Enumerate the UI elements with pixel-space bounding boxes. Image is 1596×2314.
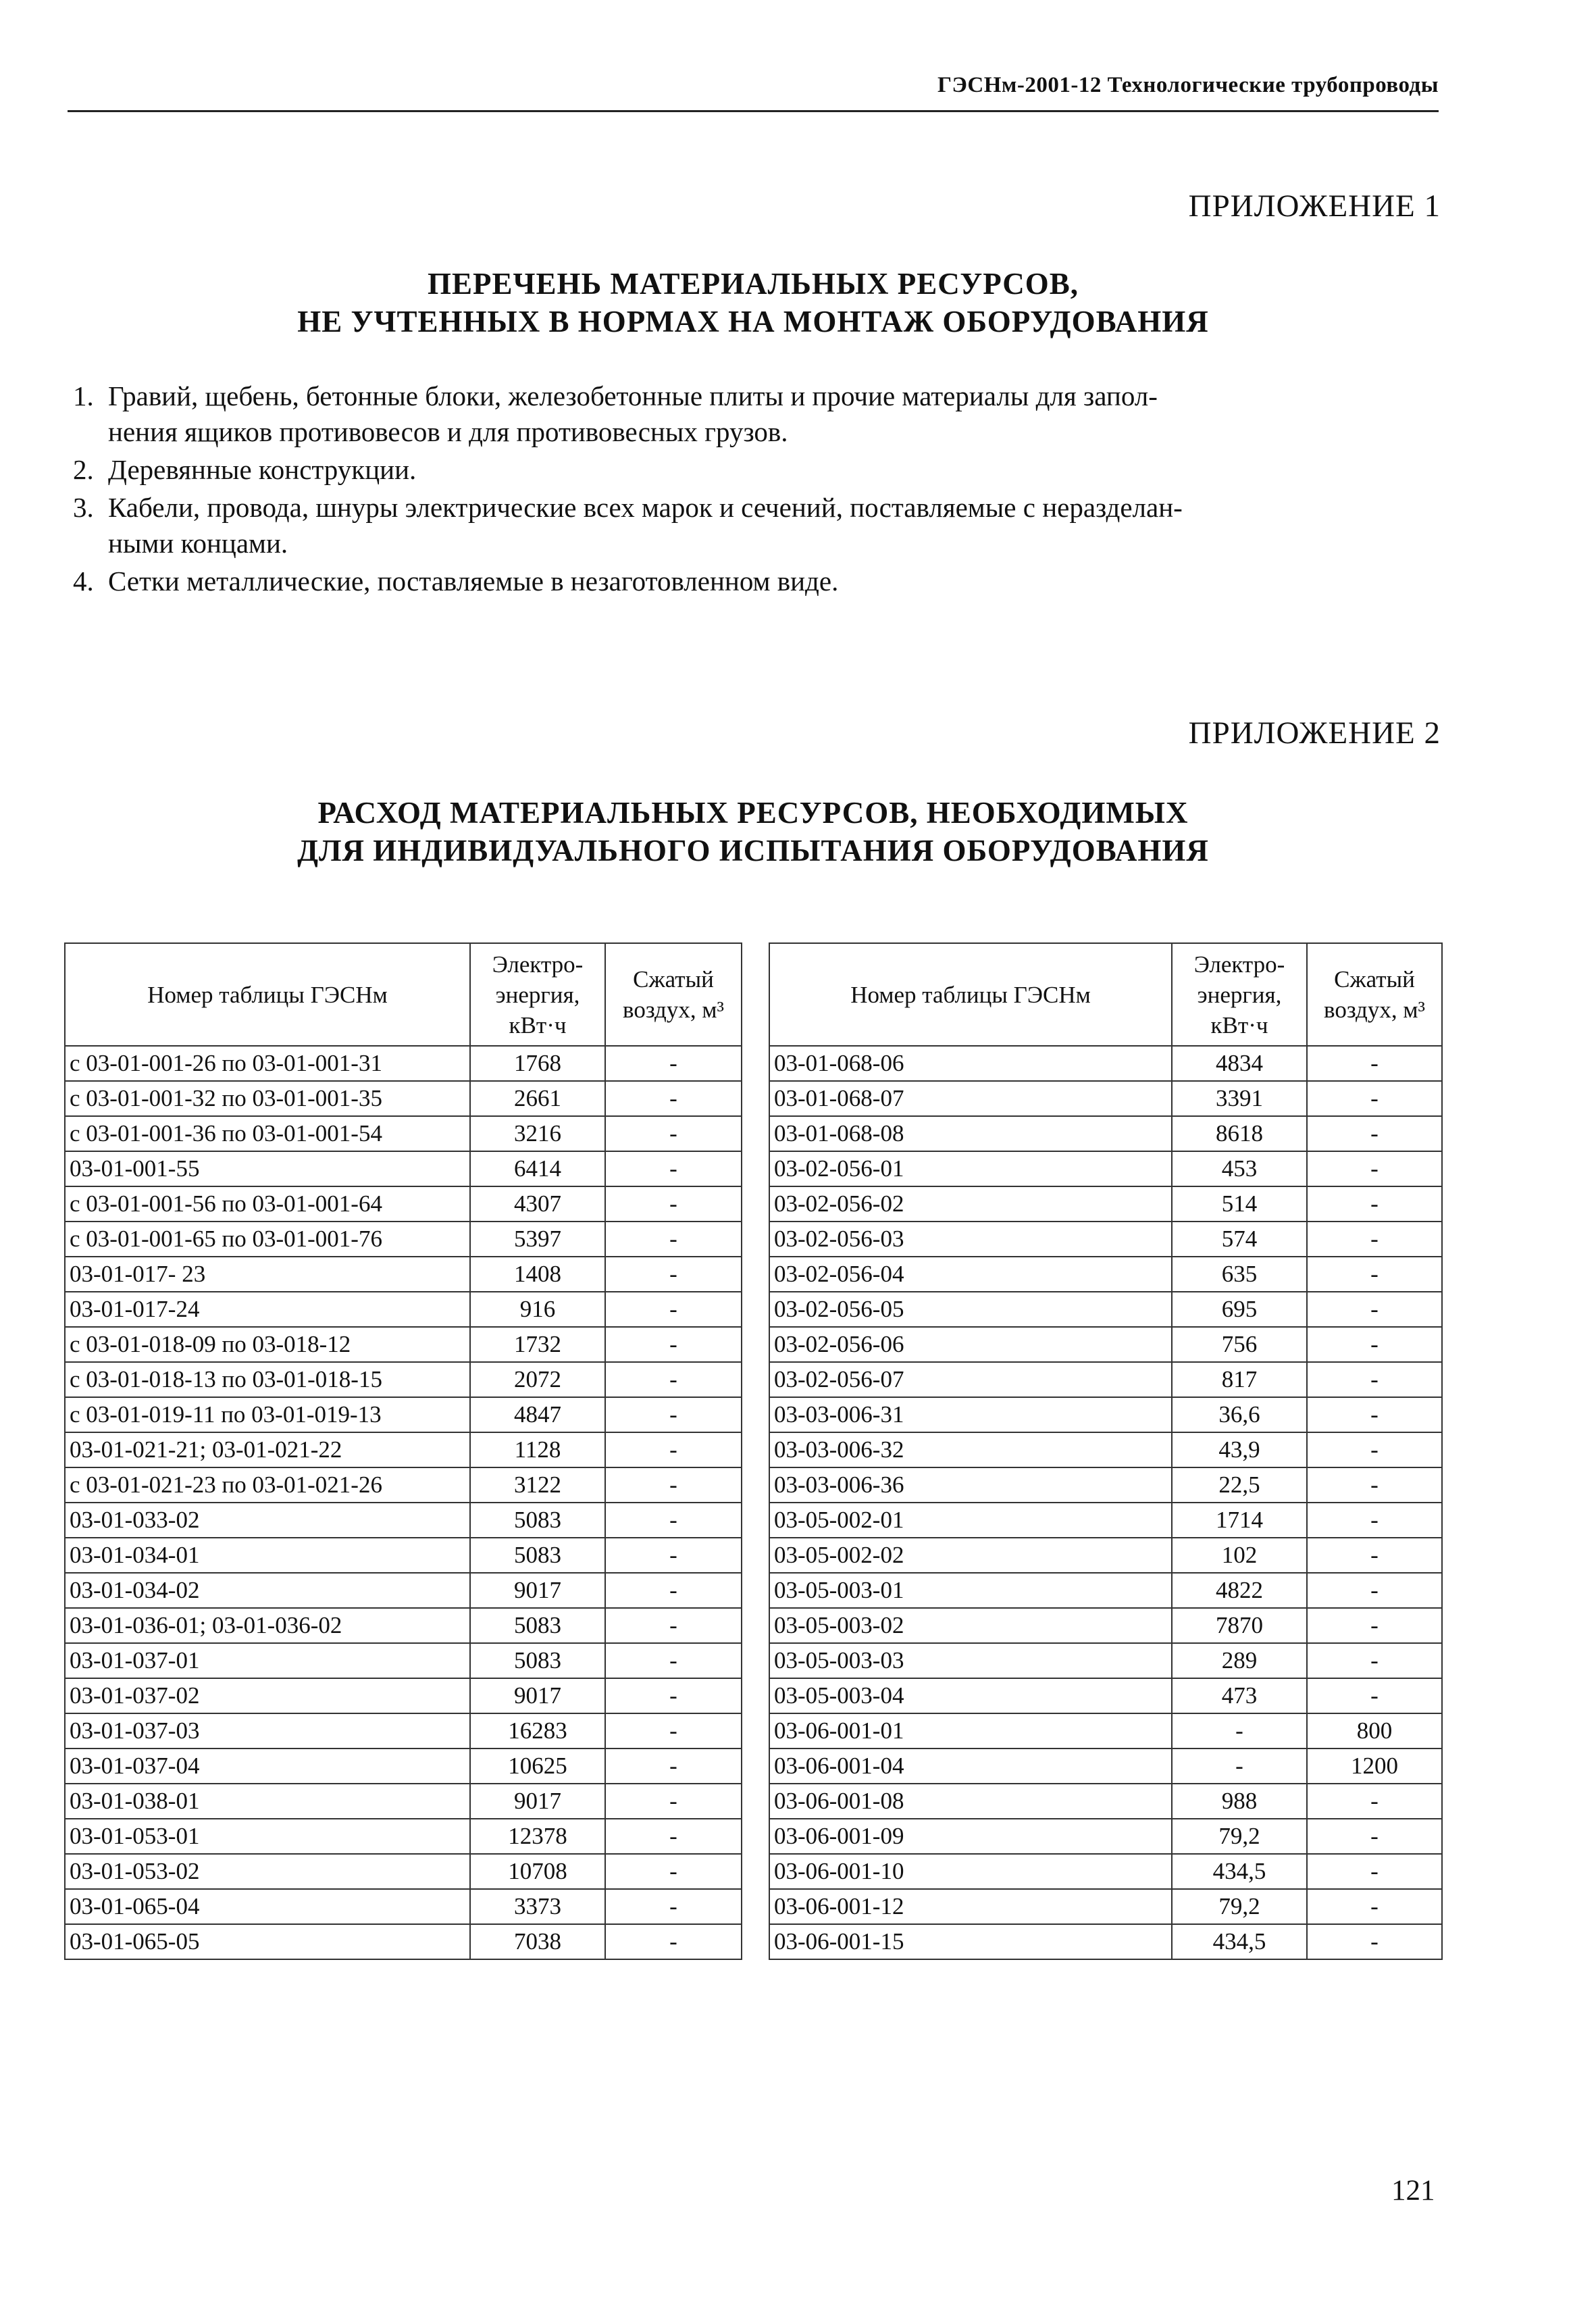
cell-table-number: 03-01-068-08 <box>769 1116 1172 1151</box>
cell-table-number: 03-05-002-02 <box>769 1538 1172 1573</box>
table-header-row <box>769 943 1442 1046</box>
cell-electricity: 2072 <box>470 1362 605 1397</box>
column-header-compressed-air <box>605 943 742 1046</box>
cell-table-number: с 03-01-001-36 по 03-01-001-54 <box>65 1116 470 1151</box>
appendix-1-title-line2: НЕ УЧТЕННЫХ В НОРМАХ НА МОНТАЖ ОБОРУДОВАНИЯ <box>297 305 1209 338</box>
table-row <box>769 1362 1442 1397</box>
cell-table-number: 03-06-001-10 <box>769 1854 1172 1889</box>
cell-compressed-air: - <box>605 1749 742 1784</box>
cell-table-number: 03-05-003-04 <box>769 1678 1172 1713</box>
cell-table-number: 03-01-001-55 <box>65 1151 470 1186</box>
table-row <box>65 1151 742 1186</box>
cell-electricity: 4822 <box>1172 1573 1307 1608</box>
cell-compressed-air: - <box>1307 1819 1442 1854</box>
table-row <box>769 1889 1442 1924</box>
cell-electricity: 6414 <box>470 1151 605 1186</box>
cell-compressed-air: - <box>1307 1643 1442 1678</box>
table-row <box>769 1222 1442 1257</box>
cell-compressed-air: - <box>605 1362 742 1397</box>
cell-electricity: 102 <box>1172 1538 1307 1573</box>
cell-compressed-air: - <box>605 1222 742 1257</box>
header-text: Сжатый <box>633 966 714 992</box>
cell-table-number: с 03-01-021-23 по 03-01-021-26 <box>65 1467 470 1503</box>
header-text: кВт·ч <box>509 1011 567 1038</box>
cell-electricity: 5397 <box>470 1222 605 1257</box>
header-text: воздух, м³ <box>623 997 724 1023</box>
table-row <box>65 1854 742 1889</box>
table-row <box>65 1608 742 1643</box>
cell-table-number: 03-06-001-12 <box>769 1889 1172 1924</box>
cell-compressed-air: - <box>605 1116 742 1151</box>
list-item-text: Кабели, провода, шнуры электрические всех марок и сечений, поставляемые с неразделан- <box>108 492 1183 523</box>
cell-table-number: 03-02-056-04 <box>769 1257 1172 1292</box>
cell-compressed-air: 1200 <box>1307 1749 1442 1784</box>
cell-compressed-air: - <box>605 1538 742 1573</box>
cell-electricity: 9017 <box>470 1678 605 1713</box>
cell-table-number: 03-03-006-31 <box>769 1397 1172 1432</box>
table-row <box>65 1643 742 1678</box>
cell-table-number: 03-02-056-03 <box>769 1222 1172 1257</box>
table-row <box>769 1784 1442 1819</box>
list-item-text: нения ящиков противовесов и для противовесных грузов. <box>108 416 788 447</box>
cell-electricity: 3391 <box>1172 1081 1307 1116</box>
appendix-2-title-line2: ДЛЯ ИНДИВИДУАЛЬНОГО ИСПЫТАНИЯ ОБОРУДОВАНИЯ <box>297 834 1209 867</box>
table-row <box>65 1046 742 1081</box>
list-item-text: Сетки металлические, поставляемые в незаготовленном виде. <box>108 565 839 597</box>
column-header-table-number: Номер таблицы ГЭСНм <box>769 943 1172 1046</box>
cell-compressed-air: - <box>605 1889 742 1924</box>
cell-table-number: 03-02-056-01 <box>769 1151 1172 1186</box>
cell-compressed-air: - <box>605 1854 742 1889</box>
cell-electricity: 1768 <box>470 1046 605 1081</box>
cell-table-number: 03-02-056-02 <box>769 1186 1172 1222</box>
cell-electricity: 453 <box>1172 1151 1307 1186</box>
cell-compressed-air: - <box>1307 1924 1442 1959</box>
table-header-row <box>65 943 742 1046</box>
cell-compressed-air: - <box>1307 1292 1442 1327</box>
cell-table-number: с 03-01-018-09 по 03-018-12 <box>65 1327 470 1362</box>
cell-electricity: 9017 <box>470 1784 605 1819</box>
table-row <box>769 1186 1442 1222</box>
cell-electricity: 9017 <box>470 1573 605 1608</box>
cell-compressed-air: 800 <box>1307 1713 1442 1749</box>
cell-compressed-air: - <box>605 1397 742 1432</box>
cell-electricity: 3216 <box>470 1116 605 1151</box>
cell-electricity: 574 <box>1172 1222 1307 1257</box>
cell-compressed-air: - <box>605 1432 742 1467</box>
table-row <box>769 1924 1442 1959</box>
cell-table-number: 03-01-034-02 <box>65 1573 470 1608</box>
cell-compressed-air: - <box>605 1503 742 1538</box>
cell-table-number: 03-01-021-21; 03-01-021-22 <box>65 1432 470 1467</box>
cell-electricity: 7038 <box>470 1924 605 1959</box>
table-row <box>769 1854 1442 1889</box>
table-row <box>65 1713 742 1749</box>
running-head: ГЭСНм-2001-12 Технологические трубопроводы <box>937 73 1439 97</box>
list-item-number: 2. <box>73 454 94 485</box>
appendix-1-title <box>68 265 1439 341</box>
cell-compressed-air: - <box>1307 1784 1442 1819</box>
cell-compressed-air: - <box>1307 1186 1442 1222</box>
cell-electricity: 1128 <box>470 1432 605 1467</box>
cell-electricity: - <box>1172 1713 1307 1749</box>
cell-electricity: 10625 <box>470 1749 605 1784</box>
cell-compressed-air: - <box>605 1081 742 1116</box>
cell-electricity: 988 <box>1172 1784 1307 1819</box>
cell-table-number: с 03-01-018-13 по 03-01-018-15 <box>65 1362 470 1397</box>
column-header-electricity <box>470 943 605 1046</box>
list-item-text: Деревянные конструкции. <box>108 454 417 485</box>
cell-compressed-air: - <box>605 1573 742 1608</box>
cell-electricity: 434,5 <box>1172 1854 1307 1889</box>
cell-compressed-air: - <box>605 1608 742 1643</box>
table-row <box>769 1713 1442 1749</box>
cell-electricity: 22,5 <box>1172 1467 1307 1503</box>
cell-table-number: 03-05-002-01 <box>769 1503 1172 1538</box>
header-text: Электро- <box>1193 951 1285 978</box>
cell-electricity: 7870 <box>1172 1608 1307 1643</box>
table-row <box>65 1327 742 1362</box>
cell-table-number: 03-01-037-01 <box>65 1643 470 1678</box>
table-row <box>65 1924 742 1959</box>
cell-electricity: 79,2 <box>1172 1889 1307 1924</box>
cell-electricity: 43,9 <box>1172 1432 1307 1467</box>
cell-electricity: 756 <box>1172 1327 1307 1362</box>
table-row <box>65 1432 742 1467</box>
cell-compressed-air: - <box>605 1292 742 1327</box>
header-text: энергия, <box>495 981 580 1008</box>
list-item-number: 3. <box>73 492 94 523</box>
table-row <box>769 1538 1442 1573</box>
cell-electricity: 817 <box>1172 1362 1307 1397</box>
cell-compressed-air: - <box>1307 1222 1442 1257</box>
cell-compressed-air: - <box>1307 1081 1442 1116</box>
table-row <box>769 1503 1442 1538</box>
table-row <box>65 1889 742 1924</box>
table-row <box>65 1292 742 1327</box>
appendix-1-title-line1: ПЕРЕЧЕНЬ МАТЕРИАЛЬНЫХ РЕСУРСОВ, <box>427 267 1079 301</box>
appendix-2-title-line1: РАСХОД МАТЕРИАЛЬНЫХ РЕСУРСОВ, НЕОБХОДИМЫХ <box>317 796 1189 830</box>
header-text: Электро- <box>492 951 584 978</box>
cell-compressed-air: - <box>605 1186 742 1222</box>
cell-electricity: 695 <box>1172 1292 1307 1327</box>
cell-table-number: 03-01-017- 23 <box>65 1257 470 1292</box>
table-row <box>65 1081 742 1116</box>
cell-table-number: 03-01-053-02 <box>65 1854 470 1889</box>
header-text: энергия, <box>1197 981 1282 1008</box>
table-row <box>769 1327 1442 1362</box>
cell-electricity: 4847 <box>470 1397 605 1432</box>
table-row <box>65 1257 742 1292</box>
table-row <box>65 1186 742 1222</box>
cell-table-number: 03-05-003-03 <box>769 1643 1172 1678</box>
cell-electricity: 1732 <box>470 1327 605 1362</box>
header-text: Сжатый <box>1334 966 1415 992</box>
cell-electricity: 514 <box>1172 1186 1307 1222</box>
cell-compressed-air: - <box>605 1327 742 1362</box>
cell-table-number: 03-01-038-01 <box>65 1784 470 1819</box>
table-row <box>769 1819 1442 1854</box>
cell-table-number: 03-01-036-01; 03-01-036-02 <box>65 1608 470 1643</box>
column-header-table-number: Номер таблицы ГЭСНм <box>65 943 470 1046</box>
cell-electricity: 5083 <box>470 1608 605 1643</box>
cell-compressed-air: - <box>605 1643 742 1678</box>
cell-compressed-air: - <box>1307 1116 1442 1151</box>
table-row <box>65 1362 742 1397</box>
cell-electricity: 2661 <box>470 1081 605 1116</box>
table-row <box>65 1573 742 1608</box>
table-row <box>65 1116 742 1151</box>
table-row <box>65 1397 742 1432</box>
cell-table-number: 03-06-001-15 <box>769 1924 1172 1959</box>
cell-table-number: 03-01-033-02 <box>65 1503 470 1538</box>
cell-table-number: 03-01-065-04 <box>65 1889 470 1924</box>
cell-electricity: 916 <box>470 1292 605 1327</box>
appendix-2-title <box>68 794 1439 870</box>
cell-table-number: 03-01-065-05 <box>65 1924 470 1959</box>
list-item <box>73 490 1437 561</box>
cell-compressed-air: - <box>605 1257 742 1292</box>
cell-compressed-air: - <box>605 1924 742 1959</box>
list-item-text: Гравий, щебень, бетонные блоки, железобетонные плиты и прочие материалы для запол- <box>108 380 1158 411</box>
cell-table-number: с 03-01-001-32 по 03-01-001-35 <box>65 1081 470 1116</box>
cell-compressed-air: - <box>1307 1432 1442 1467</box>
table-body-left <box>65 1046 742 1959</box>
cell-compressed-air: - <box>605 1678 742 1713</box>
header-text: кВт·ч <box>1210 1011 1268 1038</box>
cell-electricity: 3122 <box>470 1467 605 1503</box>
appendix-2-label: ПРИЛОЖЕНИЕ 2 <box>1188 715 1441 751</box>
cell-table-number: 03-01-068-06 <box>769 1046 1172 1081</box>
cell-compressed-air: - <box>1307 1467 1442 1503</box>
cell-electricity: 36,6 <box>1172 1397 1307 1432</box>
cell-compressed-air: - <box>605 1467 742 1503</box>
cell-compressed-air: - <box>605 1784 742 1819</box>
table-row <box>769 1749 1442 1784</box>
table-row <box>769 1573 1442 1608</box>
table-row <box>769 1116 1442 1151</box>
page-number: 121 <box>1391 2175 1435 2207</box>
cell-electricity: 8618 <box>1172 1116 1307 1151</box>
cell-table-number: 03-06-001-04 <box>769 1749 1172 1784</box>
table-row <box>769 1678 1442 1713</box>
list-item-text: ными концами. <box>108 528 288 559</box>
table-row <box>769 1151 1442 1186</box>
cell-compressed-air: - <box>1307 1397 1442 1432</box>
list-item-number: 4. <box>73 565 94 597</box>
cell-compressed-air: - <box>1307 1327 1442 1362</box>
table-row <box>65 1467 742 1503</box>
cell-electricity: 5083 <box>470 1538 605 1573</box>
cell-electricity: - <box>1172 1749 1307 1784</box>
cell-table-number: 03-01-037-02 <box>65 1678 470 1713</box>
cell-electricity: 635 <box>1172 1257 1307 1292</box>
cell-compressed-air: - <box>1307 1257 1442 1292</box>
cell-table-number: с 03-01-001-56 по 03-01-001-64 <box>65 1186 470 1222</box>
cell-electricity: 1408 <box>470 1257 605 1292</box>
cell-electricity: 1714 <box>1172 1503 1307 1538</box>
cell-electricity: 4834 <box>1172 1046 1307 1081</box>
cell-compressed-air: - <box>605 1713 742 1749</box>
cell-compressed-air: - <box>605 1046 742 1081</box>
column-header-compressed-air <box>1307 943 1442 1046</box>
table-row <box>65 1222 742 1257</box>
cell-compressed-air: - <box>1307 1854 1442 1889</box>
header-rule <box>68 110 1439 112</box>
cell-electricity: 5083 <box>470 1503 605 1538</box>
cell-compressed-air: - <box>605 1819 742 1854</box>
materials-list <box>73 378 1437 601</box>
cell-electricity: 434,5 <box>1172 1924 1307 1959</box>
cell-table-number: 03-02-056-07 <box>769 1362 1172 1397</box>
cell-table-number: 03-01-053-01 <box>65 1819 470 1854</box>
table-row <box>65 1503 742 1538</box>
table-row <box>65 1819 742 1854</box>
cell-compressed-air: - <box>1307 1538 1442 1573</box>
cell-table-number: 03-05-003-01 <box>769 1573 1172 1608</box>
cell-table-number: с 03-01-019-11 по 03-01-019-13 <box>65 1397 470 1432</box>
cell-table-number: 03-01-034-01 <box>65 1538 470 1573</box>
cell-electricity: 4307 <box>470 1186 605 1222</box>
table-row <box>65 1538 742 1573</box>
cell-table-number: 03-06-001-08 <box>769 1784 1172 1819</box>
cell-compressed-air: - <box>1307 1362 1442 1397</box>
cell-table-number: 03-03-006-36 <box>769 1467 1172 1503</box>
list-item-number: 1. <box>73 380 94 411</box>
cell-compressed-air: - <box>1307 1889 1442 1924</box>
column-header-electricity <box>1172 943 1307 1046</box>
appendix-1-label: ПРИЛОЖЕНИЕ 1 <box>1188 188 1441 224</box>
cell-electricity: 79,2 <box>1172 1819 1307 1854</box>
cell-table-number: 03-06-001-01 <box>769 1713 1172 1749</box>
cell-compressed-air: - <box>1307 1503 1442 1538</box>
list-item <box>73 452 1437 488</box>
cell-table-number: 03-03-006-32 <box>769 1432 1172 1467</box>
cell-electricity: 10708 <box>470 1854 605 1889</box>
cell-electricity: 16283 <box>470 1713 605 1749</box>
list-item <box>73 563 1437 599</box>
resources-table-right <box>769 942 1443 1960</box>
cell-table-number: 03-02-056-05 <box>769 1292 1172 1327</box>
table-row <box>65 1678 742 1713</box>
list-item <box>73 378 1437 450</box>
cell-table-number: 03-02-056-06 <box>769 1327 1172 1362</box>
table-row <box>769 1292 1442 1327</box>
cell-compressed-air: - <box>1307 1608 1442 1643</box>
header-text: воздух, м³ <box>1324 997 1425 1023</box>
cell-table-number: с 03-01-001-26 по 03-01-001-31 <box>65 1046 470 1081</box>
cell-electricity: 289 <box>1172 1643 1307 1678</box>
cell-table-number: с 03-01-001-65 по 03-01-001-76 <box>65 1222 470 1257</box>
cell-table-number: 03-01-017-24 <box>65 1292 470 1327</box>
cell-electricity: 12378 <box>470 1819 605 1854</box>
cell-table-number: 03-06-001-09 <box>769 1819 1172 1854</box>
cell-compressed-air: - <box>605 1151 742 1186</box>
cell-electricity: 473 <box>1172 1678 1307 1713</box>
table-row <box>769 1257 1442 1292</box>
cell-compressed-air: - <box>1307 1151 1442 1186</box>
cell-compressed-air: - <box>1307 1046 1442 1081</box>
resources-table-left <box>64 942 742 1960</box>
table-row <box>769 1397 1442 1432</box>
cell-table-number: 03-01-037-03 <box>65 1713 470 1749</box>
cell-table-number: 03-01-068-07 <box>769 1081 1172 1116</box>
table-row <box>769 1467 1442 1503</box>
table-body-right <box>769 1046 1442 1959</box>
table-row <box>769 1432 1442 1467</box>
table-row <box>769 1081 1442 1116</box>
cell-table-number: 03-01-037-04 <box>65 1749 470 1784</box>
table-row <box>769 1046 1442 1081</box>
cell-compressed-air: - <box>1307 1678 1442 1713</box>
table-row <box>769 1608 1442 1643</box>
table-row <box>65 1784 742 1819</box>
cell-electricity: 3373 <box>470 1889 605 1924</box>
cell-compressed-air: - <box>1307 1573 1442 1608</box>
table-row <box>769 1643 1442 1678</box>
cell-electricity: 5083 <box>470 1643 605 1678</box>
table-row <box>65 1749 742 1784</box>
cell-table-number: 03-05-003-02 <box>769 1608 1172 1643</box>
